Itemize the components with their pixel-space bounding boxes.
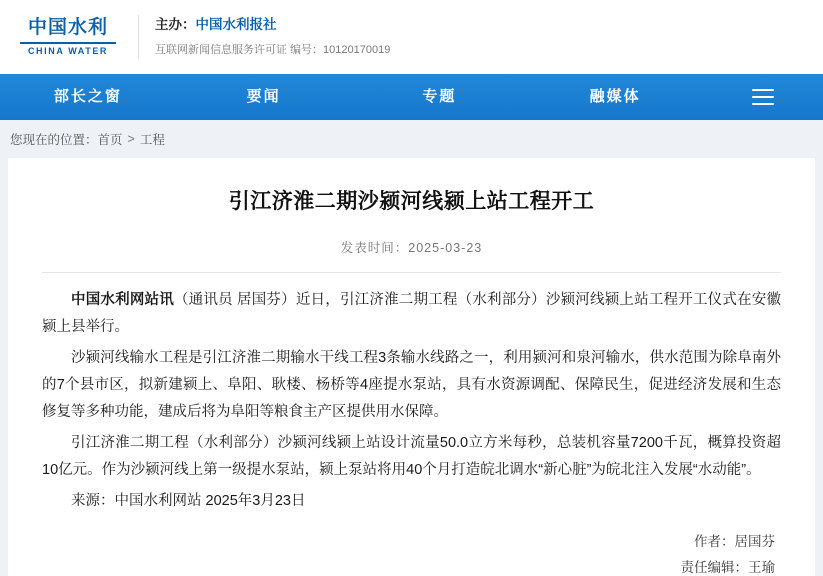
- article-paragraph-3: 引江济淮二期工程（水利部分）沙颍河线颍上站设计流量50.0立方米每秒，总装机容量7200千瓦，概算投资超10亿元。作为沙颍河线上第一级提水泵站，颍上泵站将用40个月打造皖北调水“新心脏”为皖北注入发展“水动能”。: [42, 435, 781, 478]
- article-source: 来源：中国水利网站 2025年3月23日: [71, 493, 306, 509]
- article-lead-source: 中国水利网站讯: [71, 292, 174, 308]
- header-text-block: [155, 14, 390, 60]
- site-logo[interactable]: [14, 17, 122, 57]
- logo-english-text: CHINA WATER: [27, 46, 109, 56]
- nav-item-minister-window[interactable]: 部长之窗: [53, 88, 122, 105]
- sponsor-name: 中国水利报社: [195, 17, 277, 32]
- breadcrumb-current[interactable]: 工程: [139, 133, 165, 147]
- article-meta: [42, 529, 781, 576]
- article-editor-label: 责任编辑：: [680, 560, 748, 575]
- hamburger-menu-icon[interactable]: [703, 89, 823, 105]
- article-author-line: [42, 529, 775, 555]
- article-body: [42, 287, 781, 515]
- article-paragraph-1-text: （通讯员 居国芬）近日，引江济淮二期工程（水利部分）沙颍河线颍上站工程开工仪式在安徽颍上县举行。: [42, 292, 781, 335]
- breadcrumb-prefix: 您现在的位置：: [10, 133, 98, 147]
- nav-item-special-topics[interactable]: 专题: [422, 88, 457, 105]
- header-vertical-divider: [138, 15, 139, 59]
- breadcrumb: [0, 120, 823, 158]
- article-paragraph-2: 沙颍河线输水工程是引江济淮二期输水干线工程3条输水线路之一，利用颍河和泉河输水，供水范围为除阜南外的7个县市区，拟新建颍上、阜阳、耿楼、杨桥等4座提水泵站，具有水资源调配、保障民生，促进经济发展和生态修复等多种功能，建成后将为阜阳等粮食主产区提供用水保障。: [42, 350, 781, 420]
- sponsor-label: 主办：: [155, 17, 196, 32]
- main-navigation: [0, 74, 823, 120]
- publish-date-label: 发表时间：: [340, 241, 409, 255]
- article-author-label: 作者：: [694, 534, 735, 549]
- page-title: 引江济淮二期沙颍河线颍上站工程开工: [228, 190, 595, 213]
- article-paragraph-1: [42, 287, 781, 341]
- logo-chinese-text: 中国水利: [27, 17, 108, 38]
- publish-date: [42, 238, 781, 256]
- sponsor-line: [155, 14, 390, 36]
- logo-divider: [20, 42, 116, 44]
- breadcrumb-home-link[interactable]: 首页: [97, 133, 123, 147]
- article-container: [8, 158, 815, 576]
- nav-item-media[interactable]: 融媒体: [589, 88, 641, 105]
- article-editor-value: 王瑜: [748, 560, 775, 575]
- publish-date-value: 2025-03-23: [408, 241, 483, 255]
- site-header: [0, 0, 823, 74]
- article-author-value: 居国芬: [734, 534, 775, 549]
- nav-item-top-news[interactable]: 要闻: [246, 88, 281, 105]
- license-text: 互联网新闻信息服务许可证 编号：10120170019: [155, 44, 391, 56]
- hamburger-lines: [752, 89, 774, 105]
- title-divider: [42, 272, 781, 273]
- breadcrumb-separator: >: [127, 132, 135, 146]
- article-editor-line: [42, 555, 775, 576]
